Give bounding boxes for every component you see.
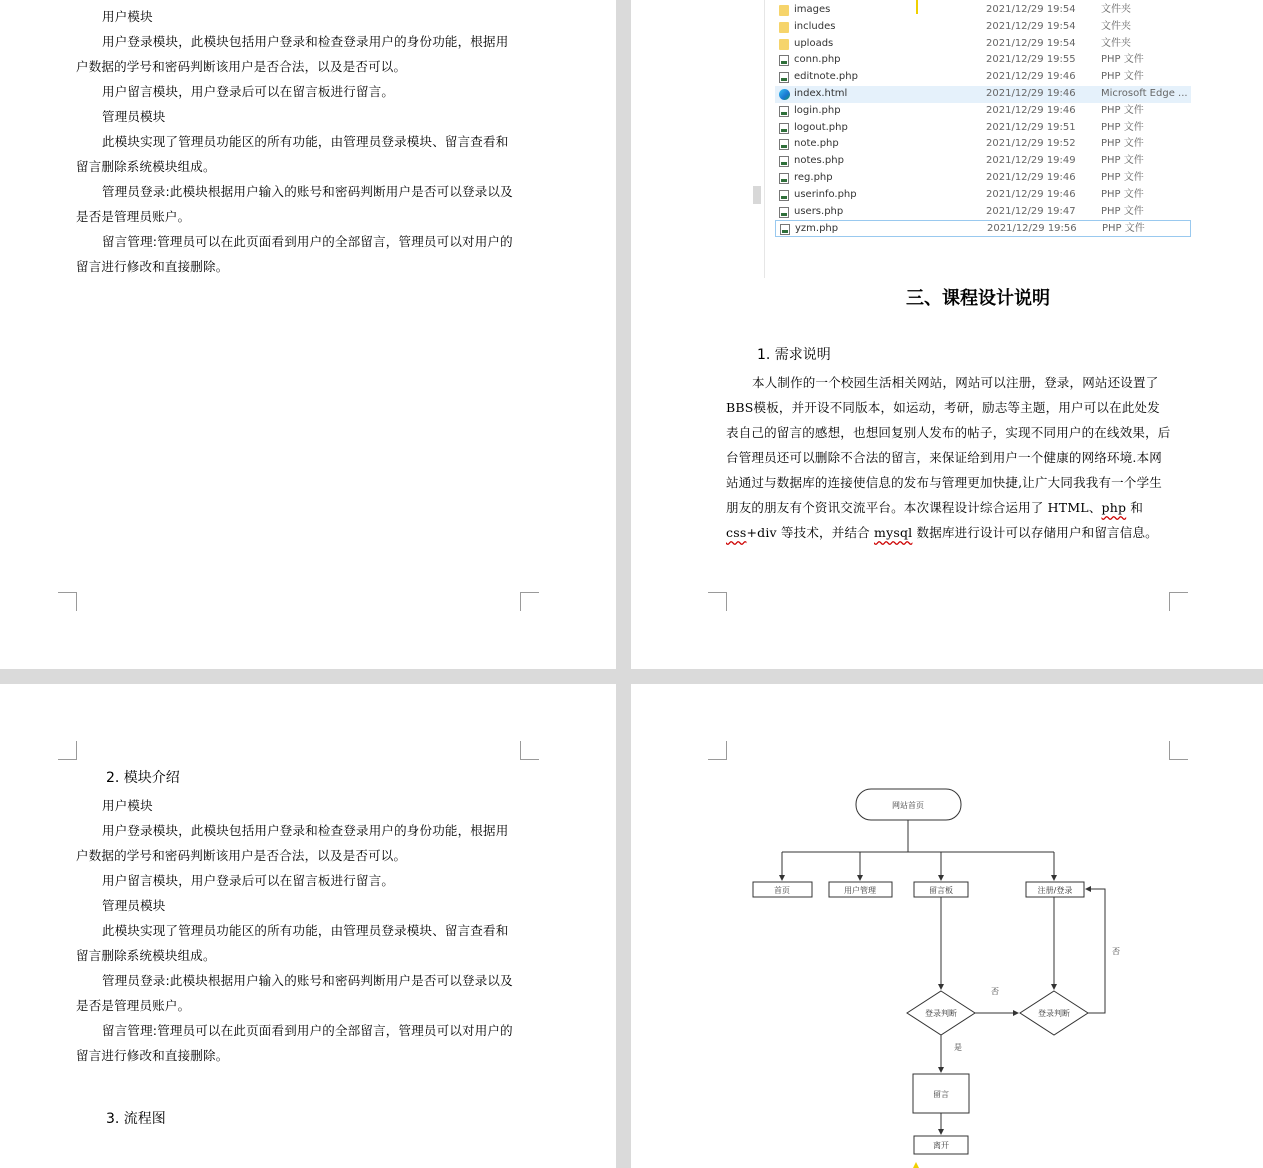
paragraph: 管理员登录:此模块根据用户输入的账号和密码判断用户是否可以登录以及是否是管理员账户。	[76, 184, 513, 224]
file-row[interactable]	[775, 19, 1191, 36]
flow-label-no: 否	[991, 987, 999, 996]
section-title: 三、课程设计说明	[906, 288, 1050, 309]
file-row[interactable]	[775, 170, 1191, 187]
php-file-icon	[780, 224, 790, 235]
file-name: conn.php	[794, 54, 841, 66]
file-row[interactable]	[775, 36, 1191, 53]
flow-label-start: 网站首页	[892, 801, 924, 810]
crop-mark	[708, 592, 727, 611]
flow-label-login-check: 登录判断	[1038, 1009, 1070, 1018]
file-row-selected[interactable]	[775, 86, 1191, 103]
file-name: notes.php	[794, 155, 844, 167]
file-type: 文件夹	[1101, 20, 1131, 32]
file-name: yzm.php	[795, 223, 839, 235]
text-run: +div 等技术，并结合	[746, 525, 875, 540]
file-date: 2021/12/29 19:47	[986, 205, 1076, 217]
file-date: 2021/12/29 19:46	[986, 188, 1076, 200]
file-name: logout.php	[794, 121, 848, 133]
file-type: PHP 文件	[1101, 155, 1144, 167]
flow-label-no: 否	[1112, 947, 1120, 956]
php-file-icon	[779, 106, 789, 117]
file-row[interactable]	[775, 103, 1191, 120]
file-date: 2021/12/29 19:54	[986, 20, 1076, 32]
file-name: includes	[794, 20, 836, 32]
paragraph: 留言管理:管理员可以在此页面看到用户的全部留言，管理员可以对用户的留言进行修改和直接删除。	[76, 234, 513, 274]
file-date: 2021/12/29 19:52	[986, 138, 1076, 150]
flow-label-yes: 是	[954, 1043, 962, 1052]
crop-mark	[58, 741, 77, 760]
text-run: 数据库进行设计可以存储用户和留言信息。	[912, 525, 1158, 540]
file-type: PHP 文件	[1101, 104, 1144, 116]
subheading-requirements: 1. 需求说明	[757, 347, 831, 363]
file-name: editnote.php	[794, 71, 858, 83]
file-date: 2021/12/29 19:49	[986, 155, 1076, 167]
file-name: index.html	[794, 88, 848, 99]
heading-modules: 2. 模块介绍	[106, 770, 180, 786]
flow-label-home: 首页	[774, 886, 790, 895]
file-date: 2021/12/29 19:46	[986, 88, 1076, 99]
php-file-icon	[779, 72, 789, 83]
edge-icon	[779, 89, 790, 100]
crop-mark	[58, 592, 77, 611]
file-date: 2021/12/29 19:46	[986, 71, 1076, 83]
file-type: PHP 文件	[1102, 223, 1145, 235]
file-row[interactable]	[775, 120, 1191, 137]
file-type: PHP 文件	[1101, 172, 1144, 183]
paragraph: 用户留言模块，用户登录后可以在留言板进行留言。	[102, 84, 395, 99]
flow-label-leave: 离开	[933, 1141, 949, 1150]
php-file-icon	[779, 156, 789, 167]
paragraph: 用户模块	[102, 798, 153, 813]
file-row[interactable]	[775, 136, 1191, 153]
paragraph: 用户模块	[102, 9, 153, 24]
crop-mark	[708, 741, 727, 760]
requirements-paragraph	[726, 370, 1171, 545]
crop-mark	[1169, 741, 1188, 760]
php-file-icon	[779, 207, 789, 218]
file-name: images	[794, 4, 831, 15]
file-date: 2021/12/29 19:46	[986, 172, 1076, 183]
flowchart-diagram	[741, 779, 1141, 1168]
file-date: 2021/12/29 19:51	[986, 121, 1076, 133]
file-row-focused[interactable]	[775, 220, 1191, 237]
document-page-2	[631, 0, 1263, 669]
file-explorer-screenshot	[775, 0, 1193, 242]
php-file-icon	[779, 55, 789, 66]
paragraph: 用户登录模块，此模块包括用户登录和检查登录用户的身份功能，根据用户数据的学号和密码判断该用户是否合法，以及是否可以。	[76, 34, 509, 74]
heading-flowchart: 3. 流程图	[106, 1111, 166, 1127]
document-page-1	[0, 0, 616, 669]
file-row[interactable]	[775, 187, 1191, 204]
flow-label-login-check: 登录判断	[925, 1009, 957, 1018]
document-page-3	[0, 684, 616, 1168]
file-type: PHP 文件	[1101, 54, 1144, 66]
spellcheck-word: css	[726, 525, 747, 540]
flow-label-board: 留言板	[929, 886, 953, 895]
file-row[interactable]	[775, 52, 1191, 69]
flow-label-user-mgmt: 用户管理	[844, 886, 876, 895]
file-date: 2021/12/29 19:46	[986, 104, 1076, 116]
file-date: 2021/12/29 19:56	[987, 223, 1077, 235]
crop-mark	[520, 592, 539, 611]
flow-label-message: 留言	[933, 1090, 949, 1099]
file-row[interactable]	[775, 69, 1191, 86]
text-run: 本人制作的一个校园生活相关网站，网站可以注册，登录，网站还设置了BBS模板，并开设不同版本，如运动，考研，励志等主题，用户可以在此处发表自己的留言的感想，也想回复别人发布的帖子，实现不同用户的在线效果，后台管理员还可以删除不合法的留言，来保证给到用户一个健康的网络环境.本网站通过与数据库的连接使信息的发布与管理更加快捷,让广大同我我有一个学生朋友的朋友有个资讯交流平台。本次课程设计综合运用了 HTML、	[726, 375, 1171, 515]
file-name: userinfo.php	[794, 188, 857, 200]
paragraph: 此模块实现了管理员功能区的所有功能，由管理员登录模块、留言查看和留言删除系统模块组成。	[76, 134, 509, 174]
file-date: 2021/12/29 19:55	[986, 54, 1076, 66]
page3-body	[76, 793, 521, 1068]
folder-icon	[779, 22, 789, 33]
folder-icon	[779, 5, 789, 16]
file-row[interactable]	[775, 153, 1191, 170]
file-type: PHP 文件	[1101, 205, 1144, 217]
spellcheck-word: php	[1101, 500, 1127, 515]
spellcheck-word: mysql	[874, 525, 913, 540]
paragraph	[726, 370, 1171, 545]
crop-mark	[1169, 592, 1188, 611]
flow-arrow	[1086, 889, 1105, 1013]
text-run: 和	[1126, 500, 1144, 515]
file-type: 文件夹	[1101, 4, 1131, 15]
paragraph: 管理员模块	[102, 898, 166, 913]
php-file-icon	[779, 123, 789, 134]
folder-icon	[779, 39, 789, 50]
php-file-icon	[779, 190, 789, 201]
scrollbar-thumb[interactable]	[753, 186, 761, 204]
file-date: 2021/12/29 19:54	[986, 4, 1076, 15]
file-name: users.php	[794, 205, 844, 217]
file-name: login.php	[794, 104, 841, 116]
php-file-icon	[779, 139, 789, 150]
document-page-4	[631, 684, 1263, 1168]
file-type: PHP 文件	[1101, 188, 1144, 200]
file-type: PHP 文件	[1101, 121, 1144, 133]
file-name: note.php	[794, 138, 839, 150]
file-row[interactable]	[775, 204, 1191, 221]
paragraph: 用户留言模块，用户登录后可以在留言板进行留言。	[102, 873, 395, 888]
paragraph: 留言管理:管理员可以在此页面看到用户的全部留言，管理员可以对用户的留言进行修改和直接删除。	[76, 1023, 513, 1063]
file-type: PHP 文件	[1101, 71, 1144, 83]
file-type: Microsoft Edge ...	[1101, 88, 1188, 99]
file-name: reg.php	[794, 172, 833, 183]
file-row[interactable]	[775, 2, 1191, 19]
paragraph: 管理员登录:此模块根据用户输入的账号和密码判断用户是否可以登录以及是否是管理员账户。	[76, 973, 513, 1013]
file-type: PHP 文件	[1101, 138, 1144, 150]
screenshot-border	[764, 0, 765, 278]
file-name: uploads	[794, 37, 834, 49]
file-date: 2021/12/29 19:54	[986, 37, 1076, 49]
page1-body	[76, 4, 521, 279]
flow-label-register-login: 注册/登录	[1037, 886, 1073, 895]
file-type: 文件夹	[1101, 37, 1131, 49]
paragraph: 此模块实现了管理员功能区的所有功能，由管理员登录模块、留言查看和留言删除系统模块组成。	[76, 923, 509, 963]
php-file-icon	[779, 173, 789, 184]
paragraph: 管理员模块	[102, 109, 166, 124]
crop-mark	[520, 741, 539, 760]
paragraph: 用户登录模块，此模块包括用户登录和检查登录用户的身份功能，根据用户数据的学号和密码判断该用户是否合法，以及是否可以。	[76, 823, 509, 863]
